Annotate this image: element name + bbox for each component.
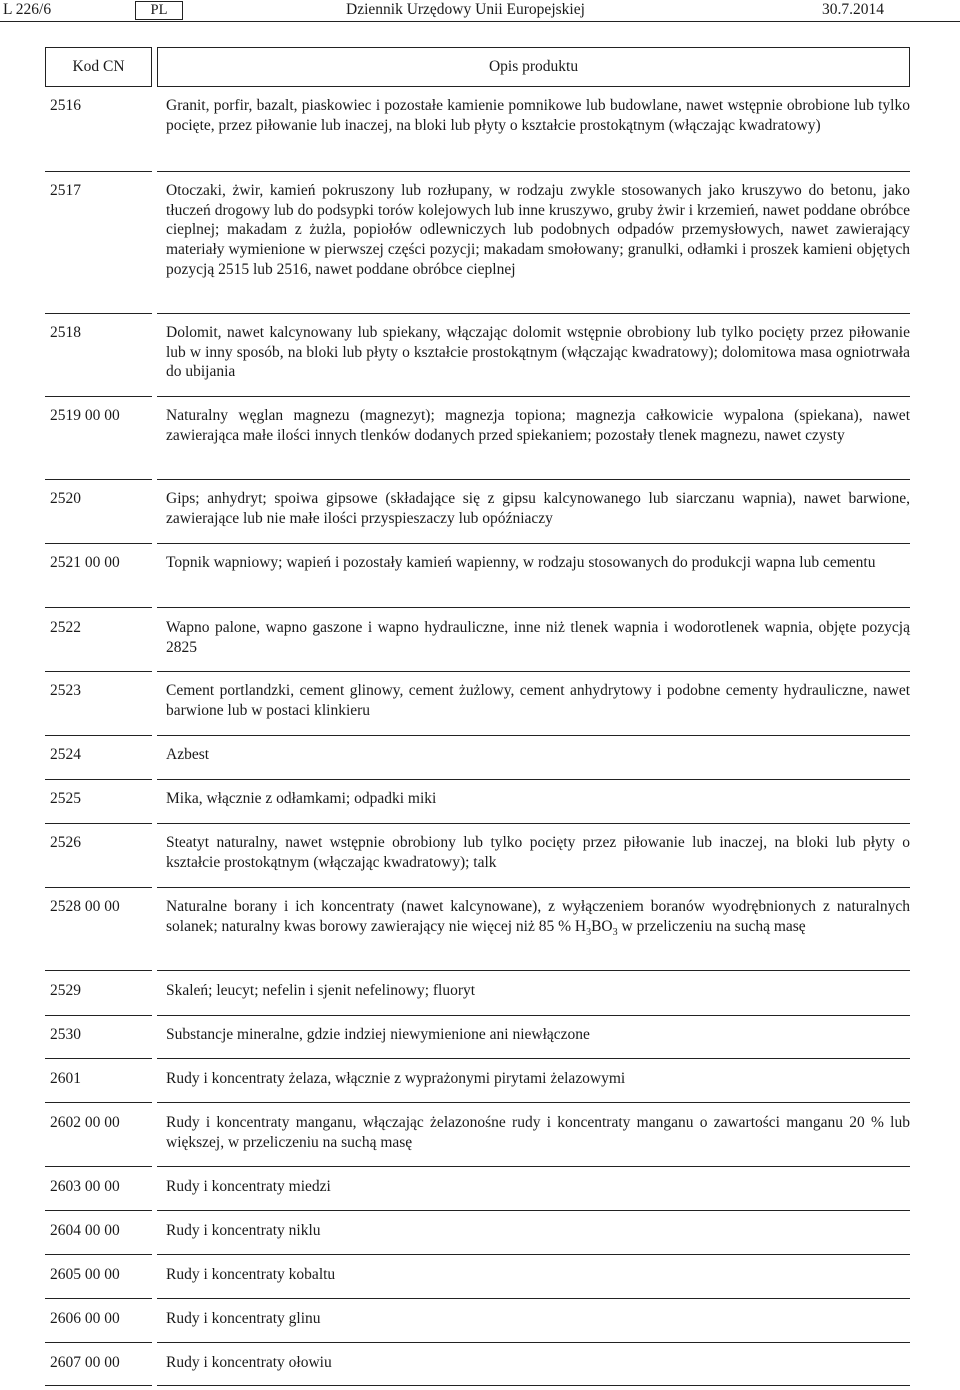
row-separator [45,1166,910,1167]
cn-code: 2520 [50,490,81,507]
row-separator [45,313,910,314]
product-description: Mika, włącznie z odłamkami; odpadki miki [166,790,437,807]
product-description: Rudy i koncentraty manganu, włączając żelazonośne rudy i koncentraty manganu o zawartości manganu 20 % lub większej, w przeliczeniu na suchą masę [166,1114,910,1151]
description-text: Naturalne borany i ich koncentraty (nawet kalcynowane), z wyłączeniem boranów wyodrębnionych z naturalnych solanek; naturalny kwas borowy zawierający nie więcej niż 85 % H [166,898,910,935]
cn-code: 2528 00 00 [50,898,120,915]
row-separator [45,171,910,172]
row-separator [45,1058,910,1059]
product-description: Azbest [166,746,210,763]
product-description: Dolomit, nawet kalcynowany lub spiekany, włączając dolomit wstępnie obrobiony lub tylko pocięty przez piłowanie lub w inny sposób, na bloki lub płyty o kształcie prostokątnym (włączając kwadratowy); dolomitowa masa ogniotrwała do ubijania [166,324,910,381]
product-description: Gips; anhydryt; spoiwa gipsowe (składające się z gipsu kalcynowanego lub siarczanu wapnia), nawet barwione, zawierające lub nie małe ilości przyspieszaczy lub opóźniaczy [166,490,910,527]
subscript: 3 [586,926,592,938]
product-description: Rudy i koncentraty ołowiu [166,1354,332,1371]
product-description: Granit, porfir, bazalt, piaskowiec i pozostałe kamienie pomnikowe lub budowlane, nawet wstępnie obrobione lub tylko pocięte, przez piłowanie lub inaczej, na bloki lub płyty o kształcie prostokątnym (włączając kwadratowy) [166,97,910,134]
cn-code: 2519 00 00 [50,407,120,424]
row-separator [45,887,910,888]
cn-code: 2524 [50,746,81,763]
row-separator [45,970,910,971]
row-separator [45,479,910,480]
row-separator [45,1102,910,1103]
cn-code: 2523 [50,682,81,699]
product-description: Otoczaki, żwir, kamień pokruszony lub rozłupany, w rodzaju zwykle stosowanych jako kruszywo do betonu, jako tłuczeń drogowy lub do podsypki torów kolejowych lub inne kruszywo, gruby żwir i krzemień, nawet poddane obróbce cieplnej; makadam z żużla, popiołów odlewniczych lub podobnych odpadów przemysłowych, nawet zawierający materiały wymienione w pierwszej części pozycji; makadam smołowany; granulki, odłamki i proszek kamieni objętych pozycją 2515 lub 2516, nawet poddane obróbce cieplnej [166,182,910,278]
row-separator [45,607,910,608]
product-description: Rudy i koncentraty glinu [166,1310,321,1327]
cn-code: 2517 [50,182,81,199]
product-description [166,897,910,936]
language-badge: PL [135,1,183,20]
table-header [45,47,910,87]
subscript: 3 [612,926,618,938]
product-description: Rudy i koncentraty miedzi [166,1178,331,1195]
row-separator [45,1298,910,1299]
cn-code: 2521 00 00 [50,554,120,571]
row-separator [45,735,910,736]
cn-code: 2516 [50,97,81,114]
row-separator [45,1254,910,1255]
product-description: Substancje mineralne, gdzie indziej niewymienione ani niewłączone [166,1026,590,1043]
product-description: Topnik wapniowy; wapień i pozostały kamień wapienny, w rodzaju stosowanych do produkcji wapna lub cementu [166,554,876,571]
row-separator [45,671,910,672]
row-separator [45,779,910,780]
cn-code: 2526 [50,834,81,851]
cn-code: 2605 00 00 [50,1266,120,1283]
cn-code: 2518 [50,324,81,341]
cn-code: 2522 [50,619,81,636]
description-text: BO [591,917,613,935]
product-description: Rudy i koncentraty kobaltu [166,1266,336,1283]
cn-code: 2529 [50,982,81,999]
product-description: Rudy i koncentraty żelaza, włącznie z wyprażonymi pirytami żelazowymi [166,1070,626,1087]
column-header-code: Kod CN [45,47,152,87]
product-description: Skaleń; leucyt; nefelin i sjenit nefelinowy; fluoryt [166,982,476,999]
cn-code: 2530 [50,1026,81,1043]
row-separator [45,543,910,544]
cn-code: 2603 00 00 [50,1178,120,1195]
column-header-description: Opis produktu [157,47,910,87]
product-description: Wapno palone, wapno gaszone i wapno hydrauliczne, inne niż tlenek wapnia i wodorotlenek wapnia, objęte pozycją 2825 [166,619,910,656]
cn-code: 2525 [50,790,81,807]
page-reference: L 226/6 [3,1,52,18]
header-rule [0,21,960,22]
product-description: Cement portlandzki, cement glinowy, cement żużlowy, cement anhydrytowy i podobne cementy hydrauliczne, nawet barwione lub w postaci klinkieru [166,682,910,719]
row-separator [45,1015,910,1016]
cn-code: 2602 00 00 [50,1114,120,1131]
publication-date: 30.7.2014 [822,1,884,18]
product-description: Naturalny węglan magnezu (magnezyt); magnezja topiona; magnezja całkowicie wypalona (spiekana), nawet zawierająca małe ilości innych tlenków dodanych przed spiekaniem; pozostały tlenek magnezu, nawet czysty [166,407,910,444]
page-header [0,0,960,22]
cn-code: 2606 00 00 [50,1310,120,1327]
product-description: Steatyt naturalny, nawet wstępnie obrobiony lub tylko pocięty przez piłowanie lub inaczej, na bloki lub płyty o kształcie prostokątnym (włączając kwadratowy); talk [166,834,910,871]
description-text: w przeliczeniu na suchą masę [617,917,806,935]
row-separator [45,1342,910,1343]
product-description: Rudy i koncentraty niklu [166,1222,321,1239]
row-separator [45,1385,910,1386]
cn-code: 2604 00 00 [50,1222,120,1239]
row-separator [45,823,910,824]
row-separator [45,396,910,397]
cn-code: 2601 [50,1070,81,1087]
cn-code: 2607 00 00 [50,1354,120,1371]
journal-title: Dziennik Urzędowy Unii Europejskiej [346,1,585,18]
row-separator [45,1210,910,1211]
